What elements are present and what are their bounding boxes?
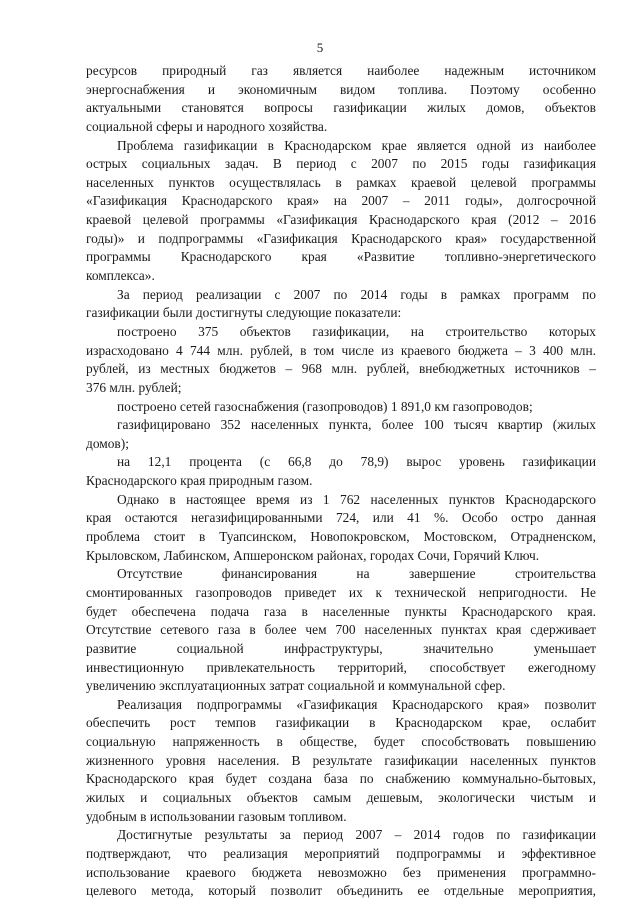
text-line: краевой целевой программы «Газификация Краснодарского края (2012 – 2016 [86, 212, 596, 228]
text-line: подтверждают, что реализация мероприятий подпрограммы и эффективное [86, 845, 596, 861]
text-line: использование краевого бюджета невозможно без применения программно- [86, 864, 596, 880]
paragraph [86, 286, 596, 323]
paragraph [86, 453, 596, 490]
text-line: Краснодарского края будет создана база по снабжению коммунально-бытовых, [86, 771, 596, 787]
text-line: жилых и социальных объектов самым дешевым, экологически чистым и [86, 789, 596, 805]
text-line: социальной сферы и народного хозяйства. [86, 118, 328, 134]
text-line: Однако в настоящее время из 1 762 населенных пунктов Краснодарского [117, 491, 596, 507]
text-line: будет обеспечена подача газа в населенные пункты Краснодарского края. [86, 603, 596, 619]
text-line: Реализация подпрограммы «Газификация Краснодарского края» позволит [117, 696, 596, 712]
text-line: комплекса». [86, 268, 155, 284]
paragraph [86, 323, 596, 398]
text-line: программы Краснодарского края «Развитие топливно-энергетического [86, 249, 596, 265]
text-line: годы)» и подпрограммы «Газификация Краснодарского края» государственной [86, 230, 596, 246]
text-line: 376 млн. рублей; [86, 379, 182, 395]
text-line: развитие социальной инфраструктуры, значительно уменьшает [86, 640, 596, 656]
text-line: увеличению эксплуатационных затрат социальной и коммунальной сфер. [86, 678, 506, 694]
paragraph [86, 137, 596, 286]
text-line: смонтированных газопроводов приведет их к технической непригодности. Не [86, 584, 596, 600]
text-line: газифицировано 352 населенных пункта, более 100 тысяч квартир (жилых [117, 417, 596, 433]
text-line: актуальными становятся вопросы газификации жилых домов, объектов [86, 100, 596, 116]
text-line: За период реализации с 2007 по 2014 годы в рамках программ по [117, 286, 596, 302]
text-line: «Газификация Краснодарского края» на 2007 – 2011 годы», долгосрочной [86, 193, 596, 209]
text-line: Краснодарского края природным газом. [86, 473, 313, 489]
paragraph [86, 416, 596, 453]
text-line: Проблема газификации в Краснодарском крае является одной из наиболее [117, 137, 596, 153]
text-line: жизненного уровня населения. В результате газификации населенных пунктов [86, 752, 596, 768]
text-line: рублей, из местных бюджетов – 968 млн. рублей, внебюджетных источников – [86, 361, 596, 377]
text-line: Отсутствие финансирования на завершение строительства [117, 566, 596, 582]
paragraph [86, 696, 596, 826]
paragraph [86, 398, 596, 417]
document-body [86, 62, 596, 901]
page-number: 5 [316, 40, 324, 55]
text-line: построено сетей газоснабжения (газопроводов) 1 891,0 км газопроводов; [117, 398, 533, 414]
text-line: инвестиционную привлекательность территорий, способствует ежегодному [86, 659, 596, 675]
text-line: Крыловском, Лабинском, Апшеронском районах, городах Сочи, Горячий Ключ. [86, 547, 540, 563]
text-line: Достигнутые результаты за период 2007 – 2014 годов по газификации [117, 827, 596, 843]
text-line: энергоснабжения и экономичным видом топлива. Поэтому особенно [86, 81, 596, 97]
text-line: ресурсов природный газ является наиболее надежным источником [86, 63, 596, 78]
paragraph [86, 62, 596, 137]
text-line: целевого метода, который позволит объединить ее отдельные мероприятия, [86, 883, 596, 899]
paragraph [86, 826, 596, 901]
text-line: населенных пунктов осуществлялась в рамках краевой целевой программы [86, 174, 596, 190]
text-line: домов); [86, 435, 129, 451]
text-line: удобным в использовании газовым топливом. [86, 808, 347, 824]
text-line: проблема стоит в Туапсинском, Новопокровском, Мостовском, Отрадненском, [86, 529, 596, 545]
text-line: на 12,1 процента (с 66,8 до 78,9) вырос уровень газификации [117, 454, 596, 470]
text-line: острых социальных задач. В период с 2007 по 2015 годы газификация [86, 156, 596, 172]
text-line: газификации были достигнуты следующие показатели: [86, 305, 402, 321]
text-line: края остаются негазифицированными 724, или 41 %. Особо остро данная [86, 510, 596, 526]
paragraph [86, 491, 596, 566]
text-line: обеспечить рост темпов газификации в Краснодарском крае, ослабит [86, 715, 596, 731]
text-line: израсходовано 4 744 млн. рублей, в том числе из краевого бюджета – 3 400 млн. [86, 342, 596, 358]
text-line: построено 375 объектов газификации, на строительство которых [117, 323, 596, 339]
text-line: социальную напряженность в обществе, будет способствовать повышению [86, 734, 596, 750]
text-line: Отсутствие сетевого газа в более чем 700 населенных пунктах края сдерживает [86, 622, 596, 638]
paragraph [86, 565, 596, 695]
